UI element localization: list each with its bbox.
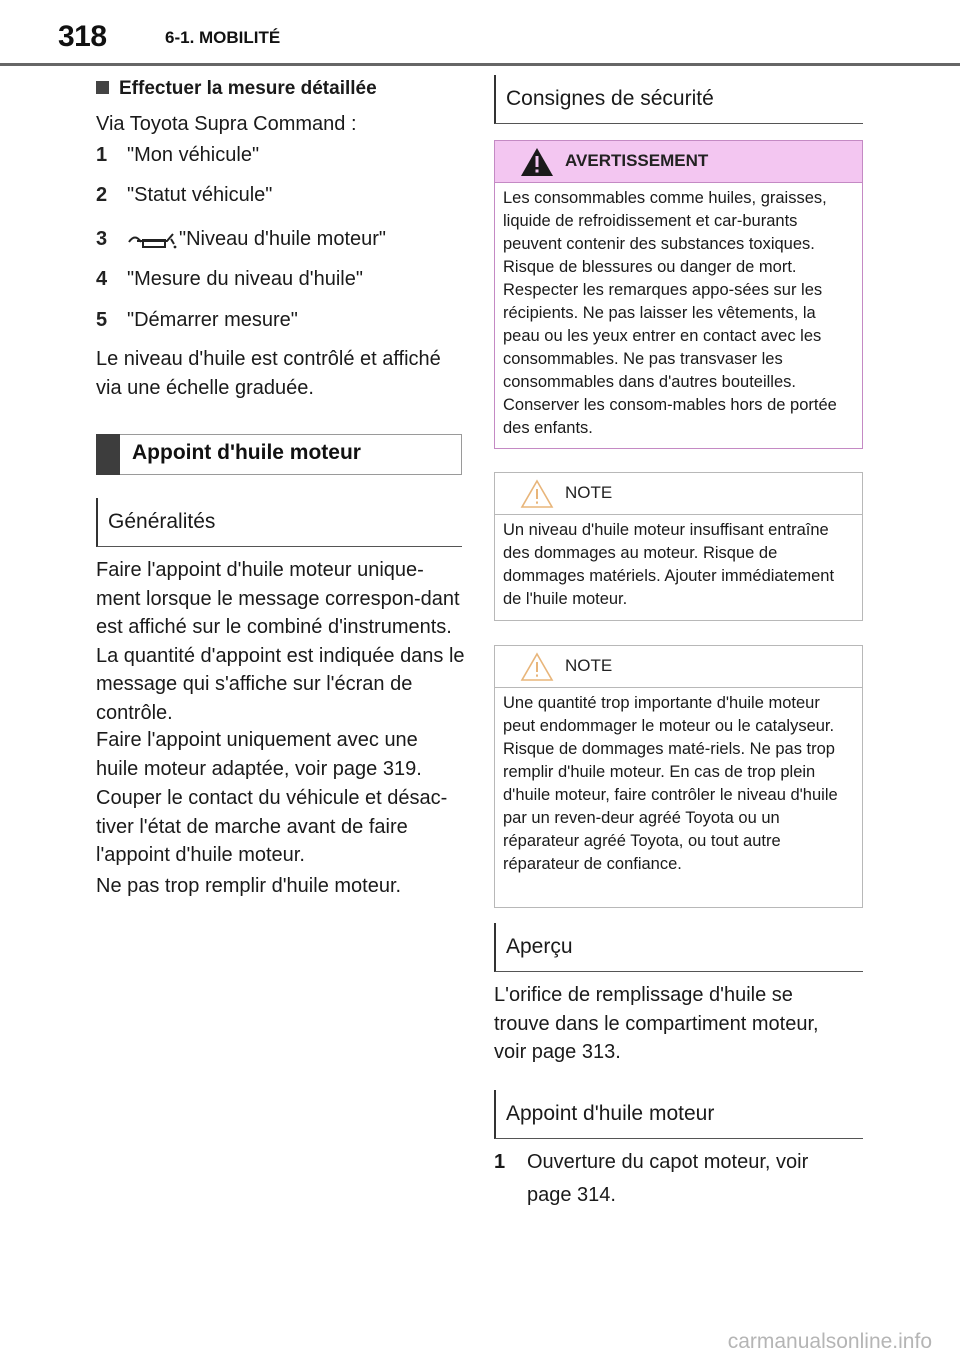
watermark: carmanualsonline.info — [727, 1330, 932, 1353]
step-3: 3 "Niveau d'huile moteur" — [96, 225, 386, 258]
step-5: 5 "Démarrer mesure" — [96, 309, 298, 331]
note-box-1 — [494, 472, 863, 621]
note-text-2: Une quantité trop importante d'huile moteur peut endommager le moteur ou le catalyseur. Risque de dommages maté-riels. Ne pas trop remplir d'huile moteur. En cas de trop plein d'huile moteur, faire contrôler le niveau d'huile par un reven-deur agréé Toyota ou un réparateur agréé Toyota, ou tout autre réparateur de confiance. — [503, 694, 838, 873]
warning-triangle-icon — [520, 147, 554, 177]
section-title-oil-fill: Appoint d'huile moteur — [96, 434, 462, 475]
subheading-measure: Effectuer la mesure détaillée — [96, 78, 377, 100]
result-text: Le niveau d'huile est contrôlé et affiché via une échelle graduée. — [96, 348, 441, 399]
step-2: 2 "Statut véhicule" — [96, 184, 273, 206]
paragraph-2: Faire l'appoint uniquement avec une huile moteur adaptée, voir page 319. — [96, 729, 422, 780]
note-text-1: Un niveau d'huile moteur insuffisant entraîne des dommages au moteur. Risque de dommages matériels. Ajouter immédiatement de l'huile moteur. — [503, 521, 835, 608]
paragraph-3: Couper le contact du véhicule et désac-tiver l'état de marche avant de faire l'appoint d'huile moteur. — [96, 787, 448, 866]
overview-text: L'orifice de remplissage d'huile se trouve dans le compartiment moteur, voir page 313. — [494, 984, 819, 1063]
oil-level-icon — [127, 228, 177, 258]
subtitle-oil-fill: Appoint d'huile moteur — [494, 1090, 863, 1139]
subtitle-overview: Aperçu — [494, 923, 863, 972]
note-triangle-icon — [520, 652, 554, 682]
header-divider — [0, 63, 960, 66]
subtitle-safety: Consignes de sécurité — [494, 75, 863, 124]
intro-text: Via Toyota Supra Command : — [96, 113, 357, 135]
warning-text: Les consommables comme huiles, graisses, liquide de refroidissement et car-burants peuvent contenir des substances toxiques. Risque de blessures ou danger de mort. Respecter les remarques appo-sées sur les récipients. Ne pas laisser les vêtements, la peau ou les yeux entrer en contact avec les consommables. Ne pas transvaser les consommables dans d'autres bouteilles. Conserver les consom-mables hors de portée des enfants. — [503, 189, 837, 437]
warning-box — [494, 140, 863, 449]
step-1: 1 "Mon véhicule" — [96, 144, 260, 166]
square-bullet-icon — [96, 81, 109, 94]
note-header-2: NOTE — [495, 646, 862, 688]
note-box-2 — [494, 645, 863, 908]
paragraph-4: Ne pas trop remplir d'huile moteur. — [96, 875, 402, 897]
section-title-bar — [96, 434, 120, 475]
fill-step-1: 1 Ouverture du capot moteur, voir page 314. — [494, 1151, 809, 1206]
paragraph-1: Faire l'appoint d'huile moteur unique-ment lorsque le message correspon-dant est affiché sur le combiné d'instruments. La quantité d'appoint est indiquée dans le message qui s'affiche sur l'écran de contrôle. — [96, 559, 465, 724]
note-triangle-icon — [520, 479, 554, 509]
page-number: 318 — [58, 20, 107, 53]
note-header-1: NOTE — [495, 473, 862, 515]
step-4: 4 "Mesure du niveau d'huile" — [96, 268, 363, 290]
page-header — [0, 0, 960, 66]
section-label: 6-1. MOBILITÉ — [165, 28, 281, 47]
subtitle-general: Généralités — [96, 498, 462, 547]
warning-header: AVERTISSEMENT — [495, 141, 862, 183]
